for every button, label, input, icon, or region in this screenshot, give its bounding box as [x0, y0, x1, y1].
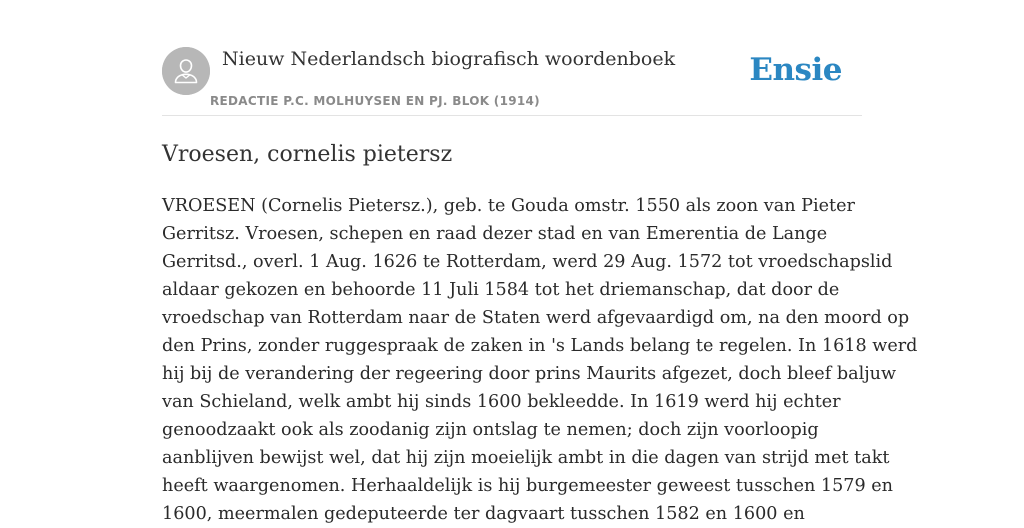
- source-editors: REDACTIE P.C. MOLHUYSEN EN PJ. BLOK (1914): [210, 94, 540, 108]
- article-line: van Schieland, welk ambt hij sinds 1600 bekleedde. In 1619 werd hij echter: [162, 392, 841, 412]
- article-line: hij bij de verandering der regeering door prins Maurits afgezet, doch bleef baljuw: [162, 364, 897, 384]
- article-line: den Prins, zonder ruggespraak de zaken in 's Lands belang te regelen. In 1618 werd: [162, 336, 918, 356]
- article-line: heeft waargenomen. Herhaaldelijk is hij burgemeester geweest tusschen 1579 en: [162, 476, 894, 496]
- article-line: Gerritsd., overl. 1 Aug. 1626 te Rotterdam, werd 29 Aug. 1572 tot vroedschapslid: [162, 252, 893, 272]
- article-line: VROESEN (Cornelis Pietersz.), geb. te Gouda omstr. 1550 als zoon van Pieter: [162, 196, 855, 216]
- source-title[interactable]: Nieuw Nederlandsch biografisch woordenboek: [222, 48, 676, 70]
- page-title: Vroesen, cornelis pietersz: [162, 142, 453, 167]
- article-line: Gerritsz. Vroesen, schepen en raad dezer stad en van Emerentia de Lange: [162, 224, 828, 244]
- source-header: [162, 44, 862, 116]
- article-line: aldaar gekozen en behoorde 11 Juli 1584 tot het driemanschap, dat door de: [162, 280, 840, 300]
- ensie-logo[interactable]: Ensie: [749, 52, 842, 88]
- article-line: 1600, meermalen gedeputeerde ter dagvaart tusschen 1582 en 1600 en: [162, 504, 805, 524]
- article-line: genoodzaakt ook als zoodanig zijn ontslag te nemen; doch zijn voorloopig: [162, 420, 819, 440]
- user-icon: [162, 47, 210, 95]
- article-line: aanblijven bewijst wel, dat hij zijn moeielijk ambt in die dagen van strijd met takt: [162, 448, 890, 468]
- article-line: vroedschap van Rotterdam naar de Staten werd afgevaardigd om, na den moord op: [162, 308, 910, 328]
- article-body: [162, 192, 918, 524]
